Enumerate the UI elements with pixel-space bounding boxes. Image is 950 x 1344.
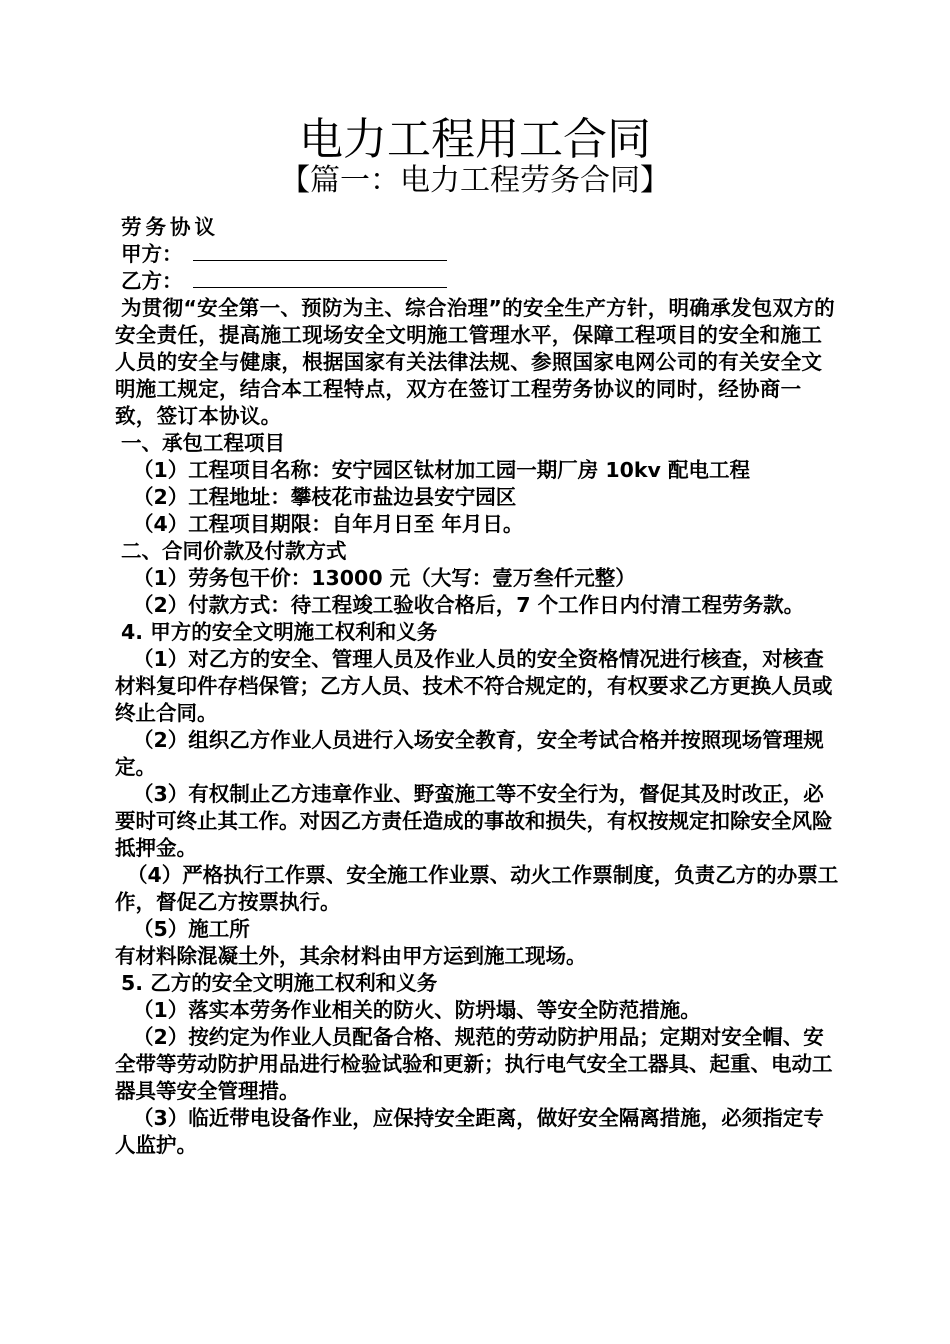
section-4-item-5-continued: 有材料除混凝土外，其余材料由甲方运到施工现场。	[115, 944, 587, 968]
document-body	[115, 214, 840, 1159]
section-5-title: 5. 乙方的安全文明施工权利和义务	[121, 971, 438, 995]
section-5-item-3: （3）临近带电设备作业，应保持安全距离，做好安全隔离措施，必须指定专人监护。	[115, 1106, 824, 1157]
section-4-item-2: （2）组织乙方作业人员进行入场安全教育，安全考试合格并按照现场管理规定。	[115, 728, 824, 779]
party-b-label: 乙方：	[121, 269, 183, 293]
section-1-item-2: （2）工程地址：攀枝花市盐边县安宁园区	[133, 485, 517, 509]
party-b-line	[115, 268, 840, 295]
section-4-title: 4. 甲方的安全文明施工权利和义务	[121, 620, 438, 644]
document-title: 电力工程用工合同	[299, 114, 651, 165]
party-a-line	[115, 241, 840, 268]
section-2-title: 二、合同价款及付款方式	[121, 539, 347, 563]
agreement-heading: 劳务协议	[121, 215, 219, 239]
section-1-item-3: （4）工程项目期限：自年月日至 年月日。	[133, 512, 524, 536]
section-5-item-1: （1）落实本劳务作业相关的防火、防坍塌、等安全防范措施。	[133, 998, 701, 1022]
party-a-blank	[193, 241, 447, 261]
party-a-label: 甲方：	[121, 242, 183, 266]
section-4-item-1: （1）对乙方的安全、管理人员及作业人员的安全资格情况进行核查，对核查材料复印件存档保管；乙方人员、技术不符合规定的，有权要求乙方更换人员或终止合同。	[115, 647, 833, 725]
document-subtitle: 【篇一：电力工程劳务合同】	[280, 163, 670, 198]
section-2-item-2: （2）付款方式：待工程竣工验收合格后，7 个工作日内付清工程劳务款。	[133, 593, 805, 617]
party-b-blank	[193, 268, 447, 288]
section-5-item-2: （2）按约定为作业人员配备合格、规范的劳动防护用品；定期对安全帽、安全带等劳动防护用品进行检验试验和更新；执行电气安全工器具、起重、电动工器具等安全管理措。	[115, 1025, 833, 1103]
section-4-item-5: （5）施工所	[133, 917, 250, 941]
intro-paragraph: 为贯彻“安全第一、预防为主、综合治理”的安全生产方针，明确承发包双方的安全责任，提高施工现场安全文明施工管理水平，保障工程项目的安全和施工人员的安全与健康，根据国家有关法律法规、参照国家电网公司的有关安全文明施工规定，结合本工程特点，双方在签订工程劳务协议的同时，经协商一致，签订本协议。	[115, 296, 835, 428]
section-4-item-4: （4）严格执行工作票、安全施工作业票、动火工作票制度，负责乙方的办票工作，督促乙方按票执行。	[115, 863, 839, 914]
section-4-item-3: （3）有权制止乙方违章作业、野蛮施工等不安全行为，督促其及时改正，必要时可终止其工作。对因乙方责任造成的事故和损失，有权按规定扣除安全风险抵押金。	[115, 782, 833, 860]
section-1-item-1: （1）工程项目名称：安宁园区钛材加工园一期厂房 10kv 配电工程	[133, 458, 751, 482]
section-1-title: 一、承包工程项目	[121, 431, 285, 455]
section-2-item-1: （1）劳务包干价：13000 元（大写：壹万叁仟元整）	[133, 566, 636, 590]
